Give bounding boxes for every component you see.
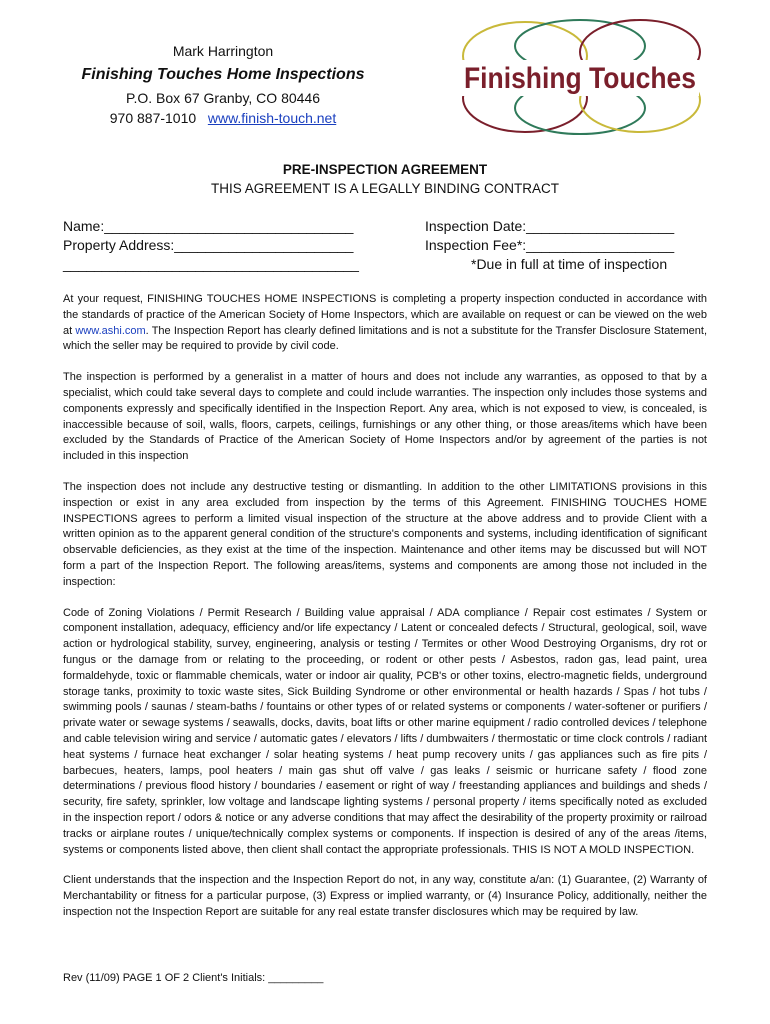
fee-due-note: *Due in full at time of inspection xyxy=(471,256,668,272)
agreement-title: PRE-INSPECTION AGREEMENT xyxy=(282,162,488,177)
paragraph-scope xyxy=(63,292,707,355)
mailing-address: P.O. Box 67 Granby, CO 80446 xyxy=(125,90,321,106)
inspector-name: Mark Harrington xyxy=(172,43,274,59)
paragraph-scope-text-end: . The Inspection Report has clearly defined limitations and is not a substitute for the Transfer Disclosure Statement, which the seller may be required to provide by civil code. xyxy=(63,324,708,353)
paragraph-exclusions-list: Code of Zoning Violations / Permit Research / Building value appraisal / ADA compliance / Repair cost estimates / System or component installation, adequacy, efficiency and/or life expectancy / Latent or concealed defects / Structural, geological, soil, wave action or hydrological stability, survey, engineering, analysis or testing / Termites or other Wood Destroying Organisms, dry rot or fungus or the damage from or relating to the proceeding, or rodent or other pests / Asbestos, radon gas, lead paint, urea formaldehyde, toxic or flammable chemicals, water or indoor air quality, PCB's or other toxins, electro-magnetic fields, underground storage tanks, proximity to toxic waste sites, Sick Building Syndrome or other environmental or health hazards / Spas / hot tubs / swimming pools / saunas / steam-baths / fountains or other types of or related systems or components / water-softener or purifiers / private water or sewage systems / seawalls, docks, davits, boat lifts or other marine equipment / radio controlled devices / telephone and cable television wiring and service / automatic gates / elevators / lifts / dumbwaiters / thermostatic or time clock controls / radiant heat systems / furnace heat exchanger / solar heating systems / heat pump recovery units / gas appliances such as fire pits / barbecues, heaters, lamps, pool heaters / main gas shut off valve / gas leaks / seismic or hurricane safety / flood zone determinations / previous flood history / boundaries / easement or right of way / freestanding appliances and buildings and sheds / security, fire safety, sprinkler, low voltage and landscape lighting systems / personal property / items specifically noted as excluded in the inspection report / odors & notice or any adverse conditions that may affect the desirability of the property proximity or railroad tracks or airplane routes / unique/technically complex systems or components. If inspection is desired of any of the areas /items, systems or components listed above, then client shall contact the appropriate professionals. THIS IS NOT A MOLD INSPECTION. xyxy=(63,606,707,856)
property-address-field[interactable]: Property Address:_______________________ xyxy=(63,237,354,253)
client-fields xyxy=(63,217,359,274)
website-link[interactable]: www.finish-touch.net xyxy=(207,110,337,126)
logo-text: Finishing Touches xyxy=(464,62,696,95)
paragraph-limitations: The inspection does not include any destructive testing or dismantling. In addition to the other LIMITATIONS provisions in this inspection or exist in any area excluded from inspection by the terms of this Agreement. FINISHING TOUCHES HOME INSPECTIONS agrees to perform a limited visual inspection of the structure at the above address and to provide Client with a written opinion as to the apparent general condition of the structure's components and systems, including identification of significant observable deficiencies, as they exist at the time of the inspection. Maintenance and other items may be discussed but will NOT form a part of the Inspection Report. The following areas/items, systems and components are among those not included in the inspection: xyxy=(63,480,707,588)
company-name: Finishing Touches Home Inspections xyxy=(81,66,365,83)
agreement-subtitle: THIS AGREEMENT IS A LEGALLY BINDING CONTRACT xyxy=(210,181,560,196)
agreement-body xyxy=(63,292,707,936)
page-footer: Rev (11/09) PAGE 1 OF 2 Client's Initials: _________ xyxy=(63,972,324,984)
name-field[interactable]: Name:________________________________ xyxy=(63,218,354,234)
phone-and-website xyxy=(58,108,388,128)
phone-number: 970 887-1010 xyxy=(109,110,197,126)
paragraph-no-warranty: Client understands that the inspection and the Inspection Report do not, in any way, constitute a/an: (1) Guarantee, (2) Warranty of Merchantability or fitness for a particular purpose, (3) Express or implied warranty, or (4) Insurance Policy, additionally, neither the inspection not the Inspection Report are suitable for any real estate transfer disclosures which may be required by law. xyxy=(63,874,707,918)
ashi-link[interactable]: www.ashi.com xyxy=(75,324,146,337)
property-address-line2-field[interactable]: ______________________________________ xyxy=(63,256,359,272)
finishing-touches-logo xyxy=(455,16,705,136)
paragraph-scope-text: At your request, FINISHING TOUCHES HOME INSPECTIONS is completing a property inspection conducted in accordance with the standards of practice of the American Society of Home Inspectors, which are available on request or can be viewed on the web at xyxy=(63,293,707,337)
agreement-title-block xyxy=(0,160,770,198)
inspection-fee-field[interactable]: Inspection Fee*:___________________ xyxy=(425,237,675,253)
paragraph-generalist: The inspection is performed by a generalist in a matter of hours and does not include any warranties, as opposed to that by a specialist, which could take several days to complete and could include warranties. The inspection only includes those systems and components expressly and specifically identified in the Inspection Report. Any area, which is not exposed to view, is concealed, is inaccessible because of soil, walls, floors, carpets, ceilings, furnishings or any other thing, or those areas/items which have been excluded by the Standards of Practice of the American Society of Home Inspectors and/or by agreement of the parties is not included in this inspection xyxy=(63,371,707,463)
company-contact-block xyxy=(58,40,388,128)
inspection-fields xyxy=(425,217,674,274)
inspection-date-field[interactable]: Inspection Date:___________________ xyxy=(425,218,675,234)
